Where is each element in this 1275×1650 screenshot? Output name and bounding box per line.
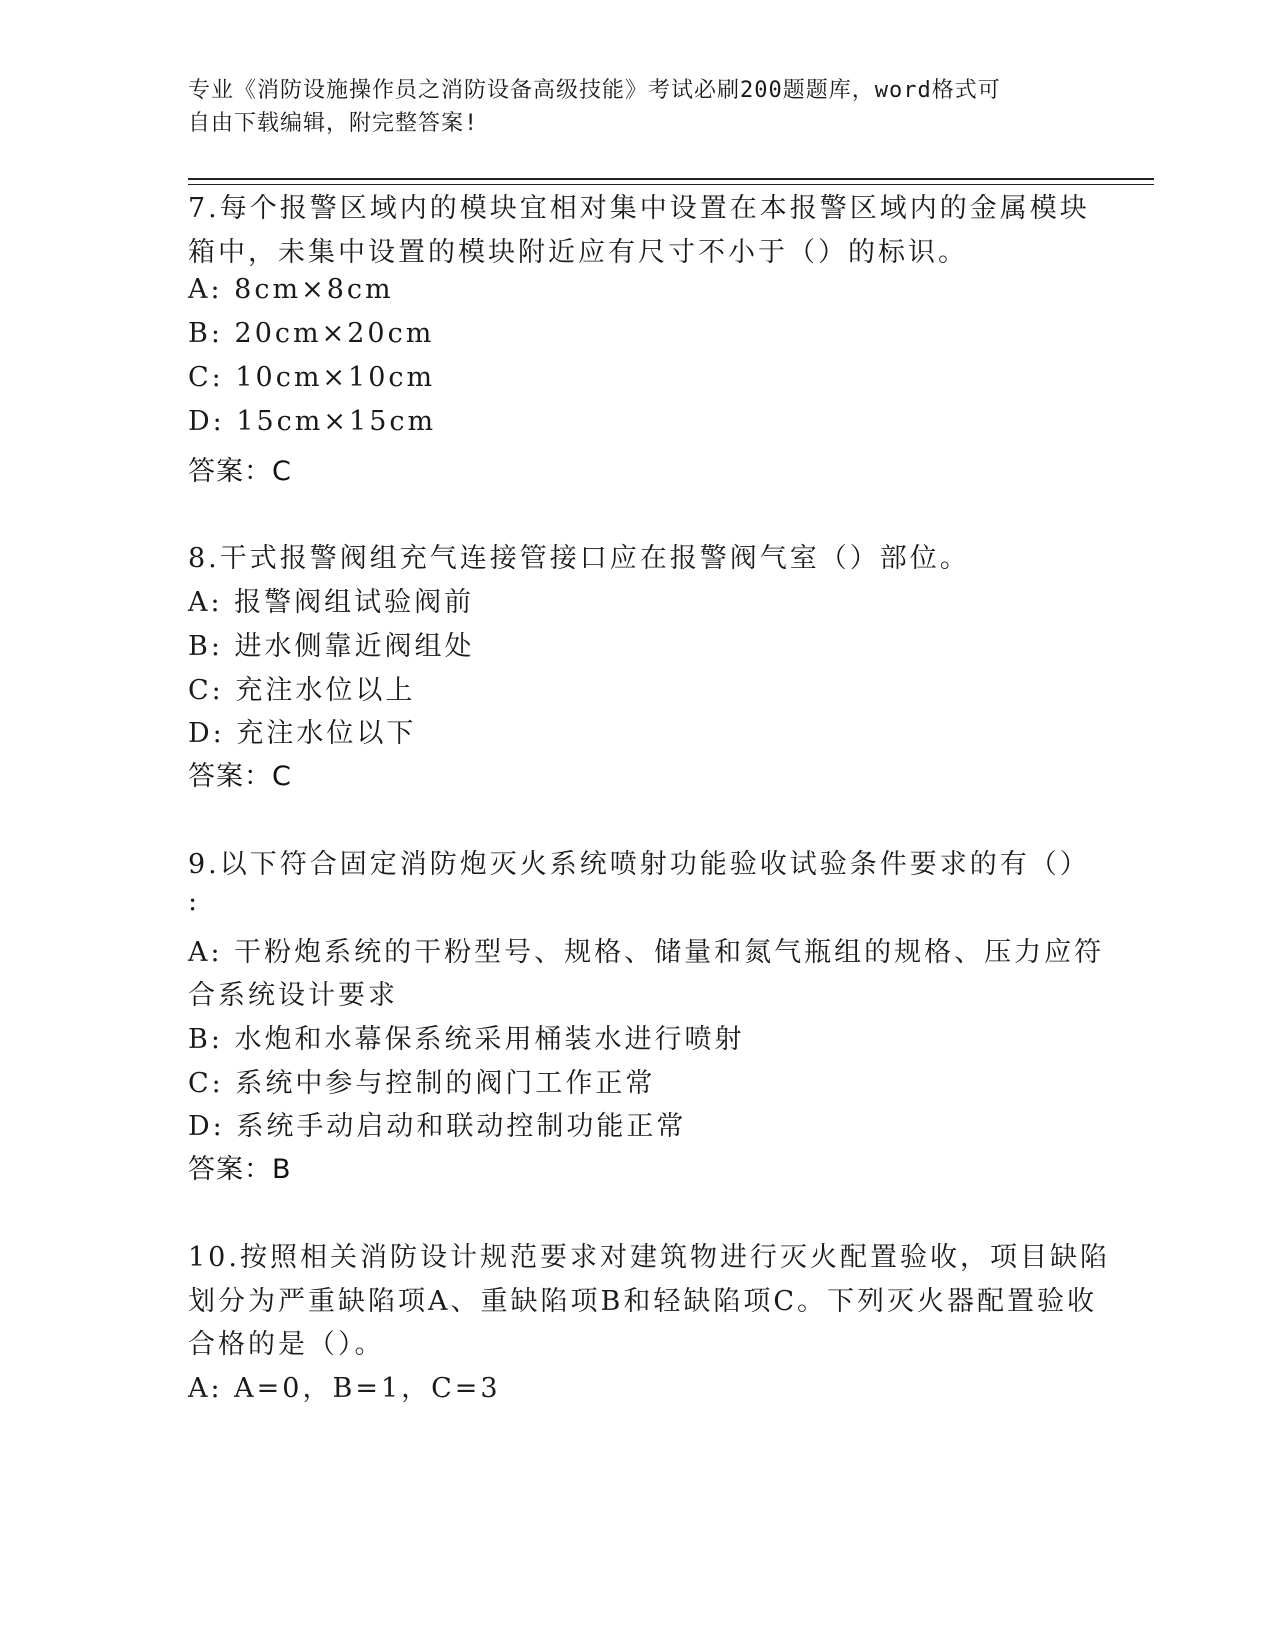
question-10-stem-line-2: 划分为严重缺陷项A、重缺陷项B和轻缺陷项C。下列灭火器配置验收: [188, 1286, 1097, 1317]
question-7-answer: 答案：C: [188, 456, 292, 487]
question-8-option-d: D: 充注水位以下: [188, 718, 417, 749]
header-line-1: 专业《消防设施操作员之消防设备高级技能》考试必刷200题题库，word格式可: [188, 78, 1001, 103]
question-7-option-d: D: 15cm×15cm: [188, 406, 437, 437]
header-divider-thick: [188, 178, 1154, 180]
question-8-option-a: A: 报警阀组试验阀前: [188, 587, 475, 618]
question-9-option-d: D: 系统手动启动和联动控制功能正常: [188, 1111, 687, 1142]
question-9-option-b: B: 水炮和水幕保系统采用桶装水进行喷射: [188, 1024, 745, 1055]
question-9-option-a-line-2: 合系统设计要求: [188, 980, 398, 1011]
question-10-stem-line-1: 10.按照相关消防设计规范要求对建筑物进行灭火配置验收，项目缺陷: [188, 1242, 1110, 1273]
question-9-stem-line-2: :: [188, 886, 201, 917]
question-8-option-b: B: 进水侧靠近阀组处: [188, 631, 475, 662]
document-header: [188, 74, 1068, 140]
question-10-stem-line-3: 合格的是（）。: [188, 1329, 385, 1360]
question-9-answer: 答案：B: [188, 1154, 292, 1185]
header-line-2: 自由下载编辑，附完整答案!: [188, 111, 479, 136]
question-7-stem-line-2: 箱中，未集中设置的模块附近应有尺寸不小于（）的标识。: [188, 237, 968, 268]
question-10-option-a: A: A=0，B=1，C=3: [188, 1373, 501, 1404]
question-8-stem-line-1: 8.干式报警阀组充气连接管接口应在报警阀气室（）部位。: [188, 543, 970, 574]
question-7-option-a: A: 8cm×8cm: [188, 274, 394, 305]
header-divider-thin: [188, 184, 1154, 185]
question-9-stem-line-1: 9.以下符合固定消防炮灭火系统喷射功能验收试验条件要求的有（）: [188, 849, 1090, 880]
question-7-option-c: C: 10cm×10cm: [188, 362, 436, 393]
question-9-option-c: C: 系统中参与控制的阀门工作正常: [188, 1068, 656, 1099]
question-7-option-b: B: 20cm×20cm: [188, 318, 435, 349]
question-8-option-c: C: 充注水位以上: [188, 675, 416, 706]
question-8-answer: 答案：C: [188, 761, 292, 792]
question-9-option-a-line-1: A: 干粉炮系统的干粉型号、规格、储量和氮气瓶组的规格、压力应符: [188, 937, 1105, 968]
question-7-stem-line-1: 7.每个报警区域内的模块宜相对集中设置在本报警区域内的金属模块: [188, 193, 1090, 224]
